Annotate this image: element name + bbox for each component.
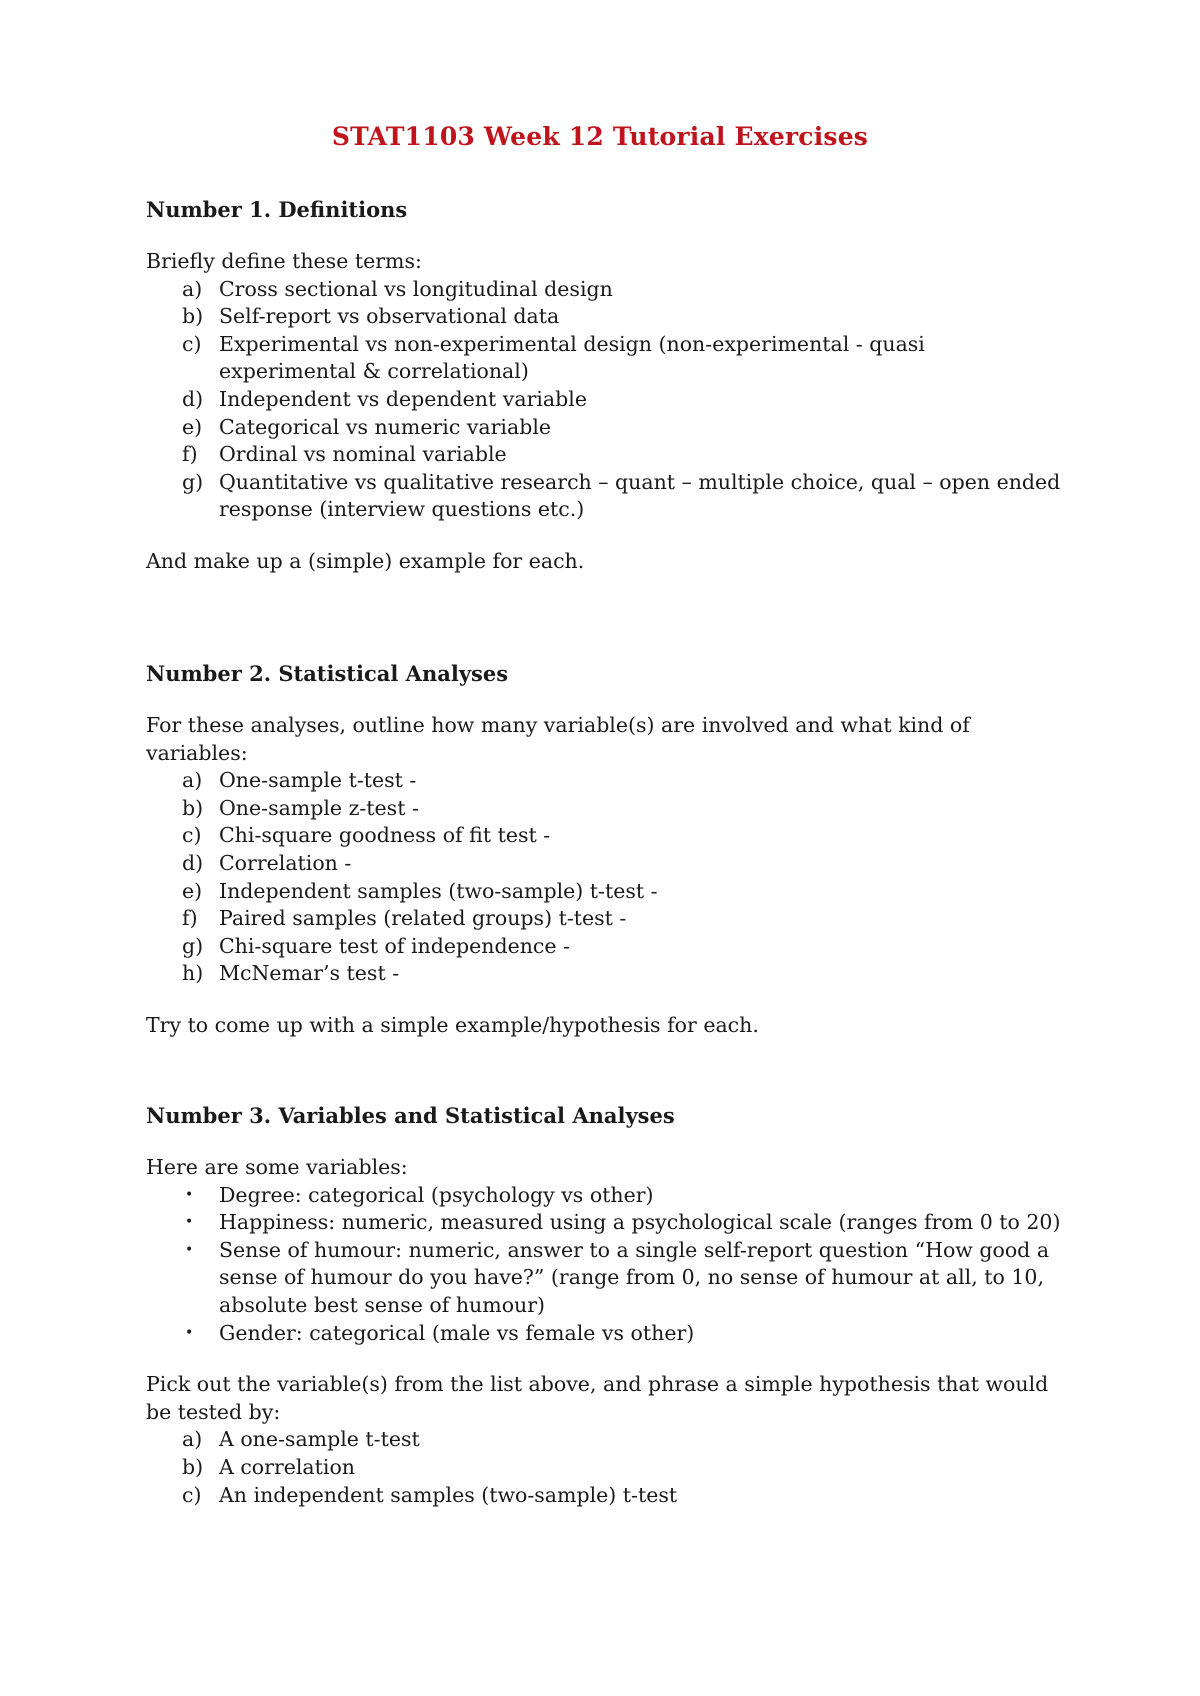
list-item: [146, 850, 1066, 878]
section-heading: Number 1. Definitions: [146, 197, 408, 222]
list-item-text: A correlation: [219, 1454, 355, 1479]
section-definitions: [146, 196, 1066, 576]
list-marker: c): [182, 823, 202, 848]
bullet-marker: •: [185, 1241, 194, 1258]
list-item-text: One-sample z-test -: [219, 795, 419, 820]
list-marker: g): [182, 933, 204, 958]
list-item-text: Correlation -: [219, 850, 352, 875]
list-item: [146, 960, 1066, 988]
section-prompt: Pick out the variable(s) from the list above, and phrase a simple hypothesis that would be tested by:: [146, 1372, 1049, 1424]
section-heading: Number 2. Statistical Analyses: [146, 661, 509, 686]
list-marker: b): [182, 304, 204, 329]
list-item-text: Happiness: numeric, measured using a psychological scale (ranges from 0 to 20): [219, 1210, 1061, 1235]
list-item: [146, 878, 1066, 906]
list-item: [146, 767, 1066, 795]
list-item-text: One-sample t-test -: [219, 768, 417, 793]
section-intro: Briefly define these terms:: [146, 249, 422, 273]
list-item-text: Quantitative vs qualitative research – quant – multiple choice, qual – open ended response (interview questions etc.): [219, 469, 1061, 522]
variables-list: [146, 1182, 1066, 1348]
analyses-list: [146, 767, 1066, 988]
list-marker: d): [182, 850, 204, 875]
list-item: [146, 1426, 1066, 1454]
list-item: [146, 1209, 1066, 1237]
bullet-marker: •: [185, 1214, 194, 1231]
list-marker: h): [182, 961, 204, 986]
list-item: [146, 1237, 1066, 1320]
list-marker: b): [182, 795, 204, 820]
bullet-marker: •: [185, 1324, 194, 1341]
list-marker: c): [182, 1482, 202, 1507]
list-item-text: Degree: categorical (psychology vs other): [219, 1182, 654, 1207]
list-item-text: Self-report vs observational data: [219, 304, 560, 329]
list-item-text: McNemar’s test -: [219, 961, 400, 986]
list-marker: e): [182, 878, 203, 903]
list-marker: d): [182, 386, 204, 411]
list-item-text: Paired samples (related groups) t-test -: [219, 906, 627, 931]
list-item-text: Gender: categorical (male vs female vs other): [219, 1320, 695, 1345]
list-item: [146, 822, 1066, 850]
list-item: [146, 795, 1066, 823]
section-variables: [146, 1102, 1066, 1509]
list-marker: e): [182, 414, 203, 439]
list-marker: a): [182, 276, 203, 301]
section-intro: Here are some variables:: [146, 1155, 408, 1179]
document-title: STAT1103 Week 12 Tutorial Exercises: [331, 122, 869, 151]
list-marker: c): [182, 331, 202, 356]
hypothesis-list: [146, 1426, 1066, 1509]
list-item-text: Independent vs dependent variable: [219, 386, 587, 411]
section-outro: And make up a (simple) example for each.: [146, 548, 585, 573]
bullet-marker: •: [185, 1186, 194, 1203]
section-outro: Try to come up with a simple example/hypothesis for each.: [146, 1012, 759, 1037]
list-item: [146, 303, 1066, 331]
list-marker: a): [182, 1427, 203, 1452]
list-item-text: Chi-square goodness of fit test -: [219, 823, 551, 848]
list-marker: g): [182, 469, 204, 494]
list-item: [146, 276, 1066, 304]
list-item: [146, 1182, 1066, 1210]
list-item: [146, 1482, 1066, 1510]
list-marker: f): [182, 906, 198, 931]
list-item-text: A one-sample t-test: [219, 1427, 420, 1452]
list-marker: f): [182, 442, 198, 467]
list-item: [146, 905, 1066, 933]
section-intro: For these analyses, outline how many variable(s) are involved and what kind of variables:: [146, 713, 970, 765]
list-item: [146, 386, 1066, 414]
list-item-text: Chi-square test of independence -: [219, 933, 570, 958]
list-item-text: An independent samples (two-sample) t-test: [219, 1482, 678, 1507]
section-heading: Number 3. Variables and Statistical Analyses: [146, 1103, 675, 1128]
list-item-text: Independent samples (two-sample) t-test -: [219, 878, 658, 903]
list-item: [146, 331, 1066, 386]
list-item-text: Ordinal vs nominal variable: [219, 442, 507, 467]
list-item: [146, 933, 1066, 961]
list-marker: b): [182, 1454, 204, 1479]
list-item: [146, 441, 1066, 469]
definitions-list: [146, 276, 1066, 524]
list-item: [146, 414, 1066, 442]
list-item: [146, 1320, 1066, 1348]
list-item-text: Experimental vs non-experimental design (non-experimental - quasi experimental & correlational): [219, 331, 925, 384]
section-statistical-analyses: [146, 660, 1066, 1040]
list-item-text: Categorical vs numeric variable: [219, 414, 552, 439]
list-marker: a): [182, 768, 203, 793]
list-item: [146, 469, 1066, 524]
list-item: [146, 1454, 1066, 1482]
list-item-text: Sense of humour: numeric, answer to a single self-report question “How good a sense of humour do you have?” (range from 0, no sense of humour at all, to 10, absolute best sense of humour): [219, 1237, 1050, 1317]
list-item-text: Cross sectional vs longitudinal design: [219, 276, 613, 301]
